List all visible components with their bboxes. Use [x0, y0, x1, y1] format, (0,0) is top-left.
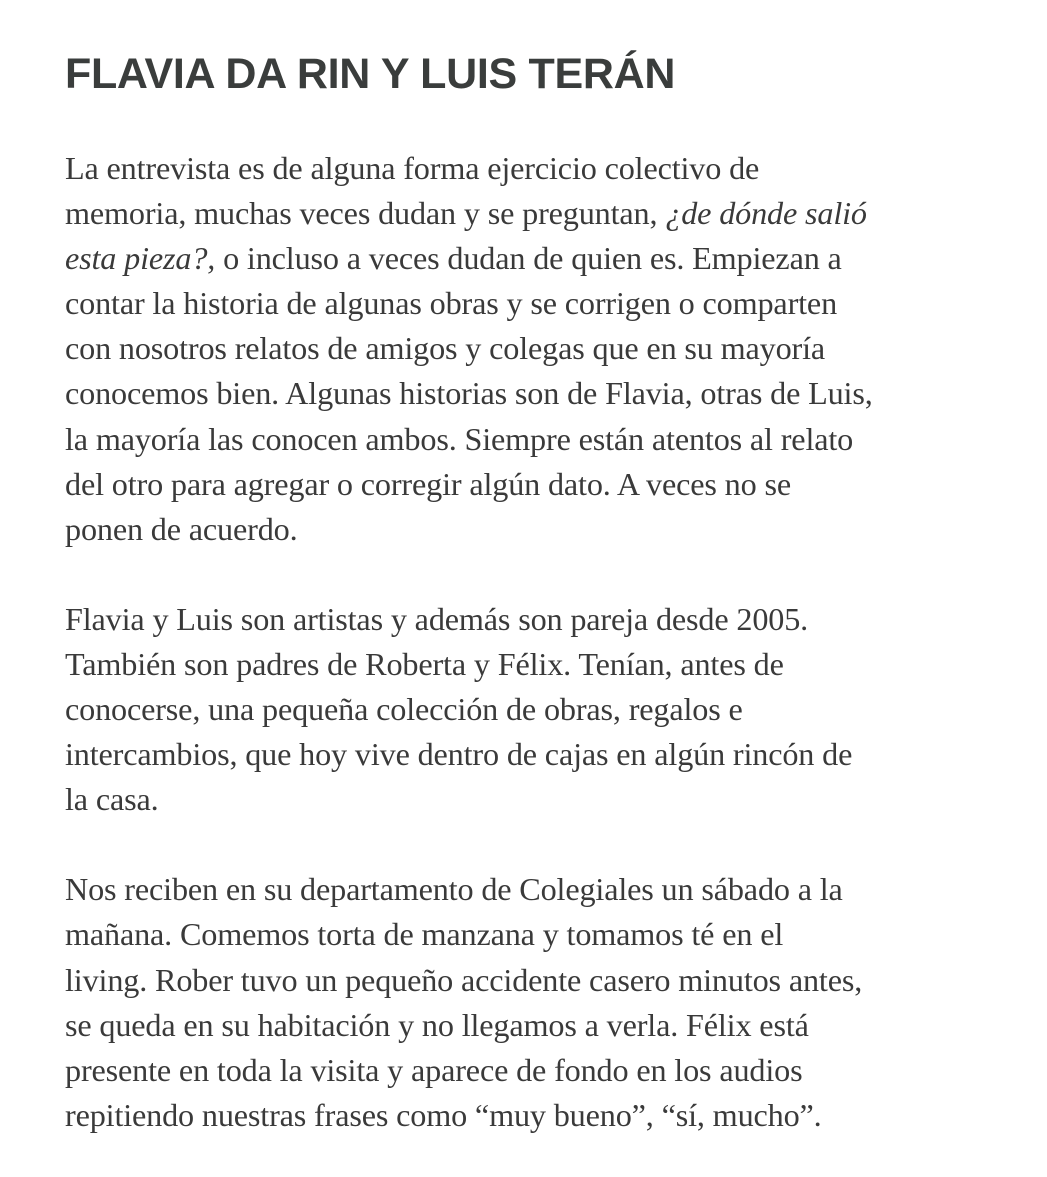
- text-line: con nosotros relatos de amigos y colegas que en su mayoría: [65, 330, 826, 367]
- text-line: conocemos bien. Algunas historias son de Flavia, otras de Luis,: [65, 375, 873, 412]
- text-line: ponen de acuerdo.: [65, 510, 298, 547]
- text-line: presente en toda la visita y aparece de fondo en los audios: [65, 1051, 803, 1088]
- text-line: la casa.: [65, 781, 159, 818]
- text-line: esta pieza?, o incluso a veces dudan de quien es. Empiezan a: [65, 240, 842, 277]
- text-line: se queda en su habitación y no llegamos a verla. Félix está: [65, 1006, 809, 1043]
- italic-question: esta pieza?,: [65, 240, 216, 277]
- paragraph-2: [65, 597, 1015, 822]
- article-title: FLAVIA DA RIN Y LUIS TERÁN: [65, 50, 676, 98]
- text-line: intercambios, que hoy vive dentro de cajas en algún rincón de: [65, 736, 853, 773]
- text-line: Flavia y Luis son artistas y además son pareja desde 2005.: [65, 600, 809, 637]
- text-line: repitiendo nuestras frases como “muy bueno”, “sí, mucho”.: [65, 1096, 822, 1133]
- text-line: del otro para agregar o corregir algún dato. A veces no se: [65, 465, 791, 502]
- text-line: Nos reciben en su departamento de Colegiales un sábado a la: [65, 871, 843, 908]
- text-line: mañana. Comemos torta de manzana y tomamos té en el: [65, 916, 784, 953]
- text-line: contar la historia de algunas obras y se corrigen o comparten: [65, 285, 838, 322]
- text-line: living. Rober tuvo un pequeño accidente casero minutos antes,: [65, 961, 863, 998]
- text-line: memoria, muchas veces dudan y se preguntan, ¿de dónde salió: [65, 195, 867, 232]
- paragraph-3: [65, 867, 1015, 1138]
- paragraph-1: [65, 146, 1015, 552]
- article-body: [65, 146, 1015, 1138]
- text-line: la mayoría las conocen ambos. Siempre están atentos al relato: [65, 420, 854, 457]
- italic-question: ¿de dónde salió: [665, 195, 867, 232]
- text-line: También son padres de Roberta y Félix. Tenían, antes de: [65, 645, 784, 682]
- text-line: conocerse, una pequeña colección de obras, regalos e: [65, 691, 743, 728]
- article: [65, 48, 1015, 1138]
- text-line: La entrevista es de alguna forma ejercicio colectivo de: [65, 150, 760, 186]
